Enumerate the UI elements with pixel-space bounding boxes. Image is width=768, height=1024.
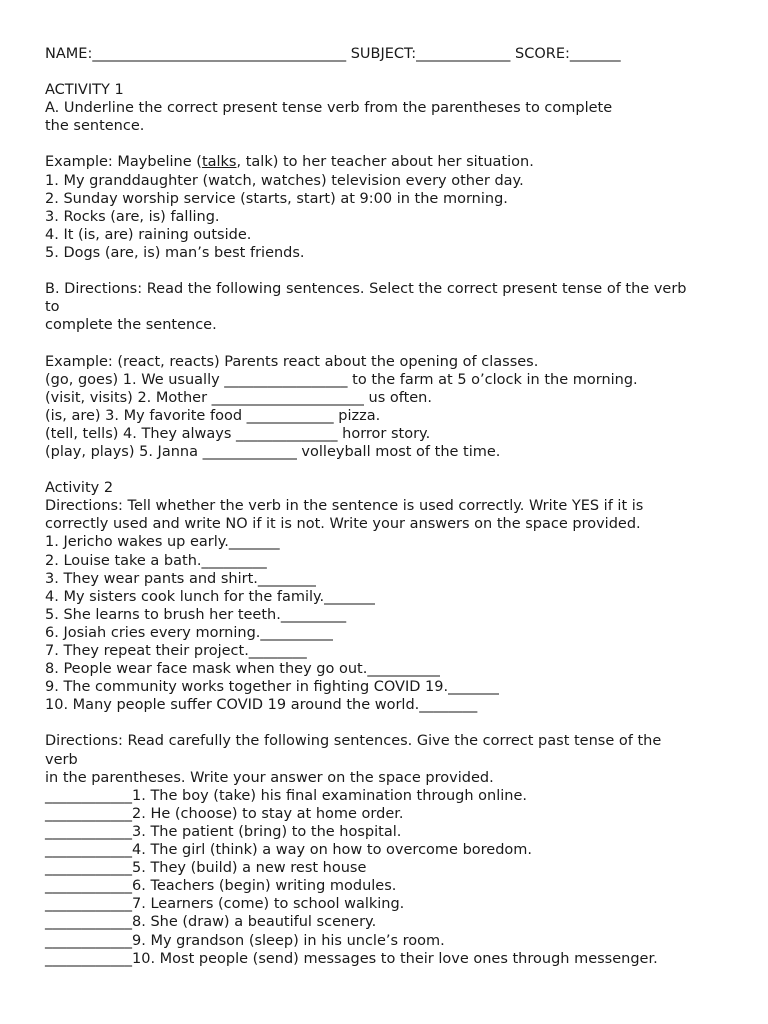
header-line [45, 45, 735, 63]
activity2-instruction: Directions: Tell whether the verb in the sentence is used correctly. Write YES if it is [45, 498, 644, 515]
activity1-title: ACTIVITY 1 [45, 82, 124, 99]
activity1-b-instruction-wrap: to [45, 299, 60, 316]
list-item: 5. Dogs (are, is) man’s best friends. [45, 244, 305, 261]
list-item: 4. My sisters cook lunch for the family._______ [45, 588, 375, 605]
list-item: ____________10. Most people (send) messages to their love ones through messenger. [45, 950, 658, 967]
list-item: 1. Jericho wakes up early._______ [45, 534, 280, 551]
list-item: 4. It (is, are) raining outside. [45, 226, 252, 243]
list-item: 6. Josiah cries every morning.__________ [45, 624, 333, 641]
activity1-a-example [45, 153, 735, 171]
list-item: 9. The community works together in fighting COVID 19._______ [45, 679, 499, 696]
example-underlined-answer: talks [201, 154, 237, 171]
example-suffix: , talk) to her teacher about her situation. [236, 154, 534, 171]
list-item: (tell, tells) 4. They always ______________ horror story. [45, 425, 431, 442]
activity3-instruction-cont: in the parentheses. Write your answer on the space provided. [45, 769, 494, 786]
list-item: ____________9. My grandson (sleep) in his uncle’s room. [45, 932, 445, 949]
list-item: 2. Sunday worship service (starts, start) at 9:00 in the morning. [45, 190, 508, 207]
list-item: 5. She learns to brush her teeth._________ [45, 606, 347, 623]
example-prefix: Example: Maybeline ( [45, 154, 202, 171]
list-item: (visit, visits) 2. Mother _____________________ us often. [45, 389, 432, 406]
list-item: ____________3. The patient (bring) to the hospital. [45, 823, 402, 840]
score-field-label: SCORE:_______ [515, 46, 621, 62]
list-item: ____________2. He (choose) to stay at home order. [45, 805, 404, 822]
list-item: ____________8. She (draw) a beautiful scenery. [45, 914, 377, 931]
list-item: (play, plays) 5. Janna _____________ volleyball most of the time. [45, 443, 501, 460]
list-item: 7. They repeat their project.________ [45, 643, 307, 659]
activity1-a-instruction-cont: the sentence. [45, 118, 145, 135]
worksheet-page [45, 45, 735, 968]
activity1-a-instruction: A. Underline the correct present tense verb from the parentheses to complete [45, 100, 613, 117]
list-item: ____________6. Teachers (begin) writing modules. [45, 878, 397, 895]
activity1-b-example: Example: (react, reacts) Parents react about the opening of classes. [45, 353, 539, 370]
list-item: (is, are) 3. My favorite food ____________ pizza. [45, 407, 381, 424]
list-item: 8. People wear face mask when they go out.__________ [45, 661, 440, 678]
activity2-title: Activity 2 [45, 480, 114, 497]
list-item: (go, goes) 1. We usually _________________ to the farm at 5 o’clock in the morning. [45, 371, 638, 388]
list-item: 3. Rocks (are, is) falling. [45, 208, 220, 225]
activity1-b-instruction-cont: complete the sentence. [45, 317, 217, 334]
list-item: 10. Many people suffer COVID 19 around the world.________ [45, 697, 478, 714]
subject-field-label: SUBJECT:_____________ [350, 46, 511, 62]
activity1-b-instruction: B. Directions: Read the following sentences. Select the correct present tense of the verb [45, 281, 687, 298]
name-field-label: NAME:___________________________________ [45, 46, 347, 62]
list-item: 2. Louise take a bath._________ [45, 552, 267, 569]
activity3-instruction-wrap: verb [45, 751, 78, 768]
list-item: 1. My granddaughter (watch, watches) television every other day. [45, 172, 524, 189]
list-item: ____________7. Learners (come) to school walking. [45, 896, 405, 913]
activity3-instruction: Directions: Read carefully the following sentences. Give the correct past tense of the [45, 733, 662, 750]
activity2-instruction-cont: correctly used and write NO if it is not. Write your answers on the space provided. [45, 516, 641, 533]
list-item: ____________5. They (build) a new rest house [45, 860, 367, 877]
list-item: 3. They wear pants and shirt.________ [45, 570, 316, 587]
list-item: ____________4. The girl (think) a way on how to overcome boredom. [45, 842, 533, 859]
list-item: ____________1. The boy (take) his final examination through online. [45, 787, 527, 804]
